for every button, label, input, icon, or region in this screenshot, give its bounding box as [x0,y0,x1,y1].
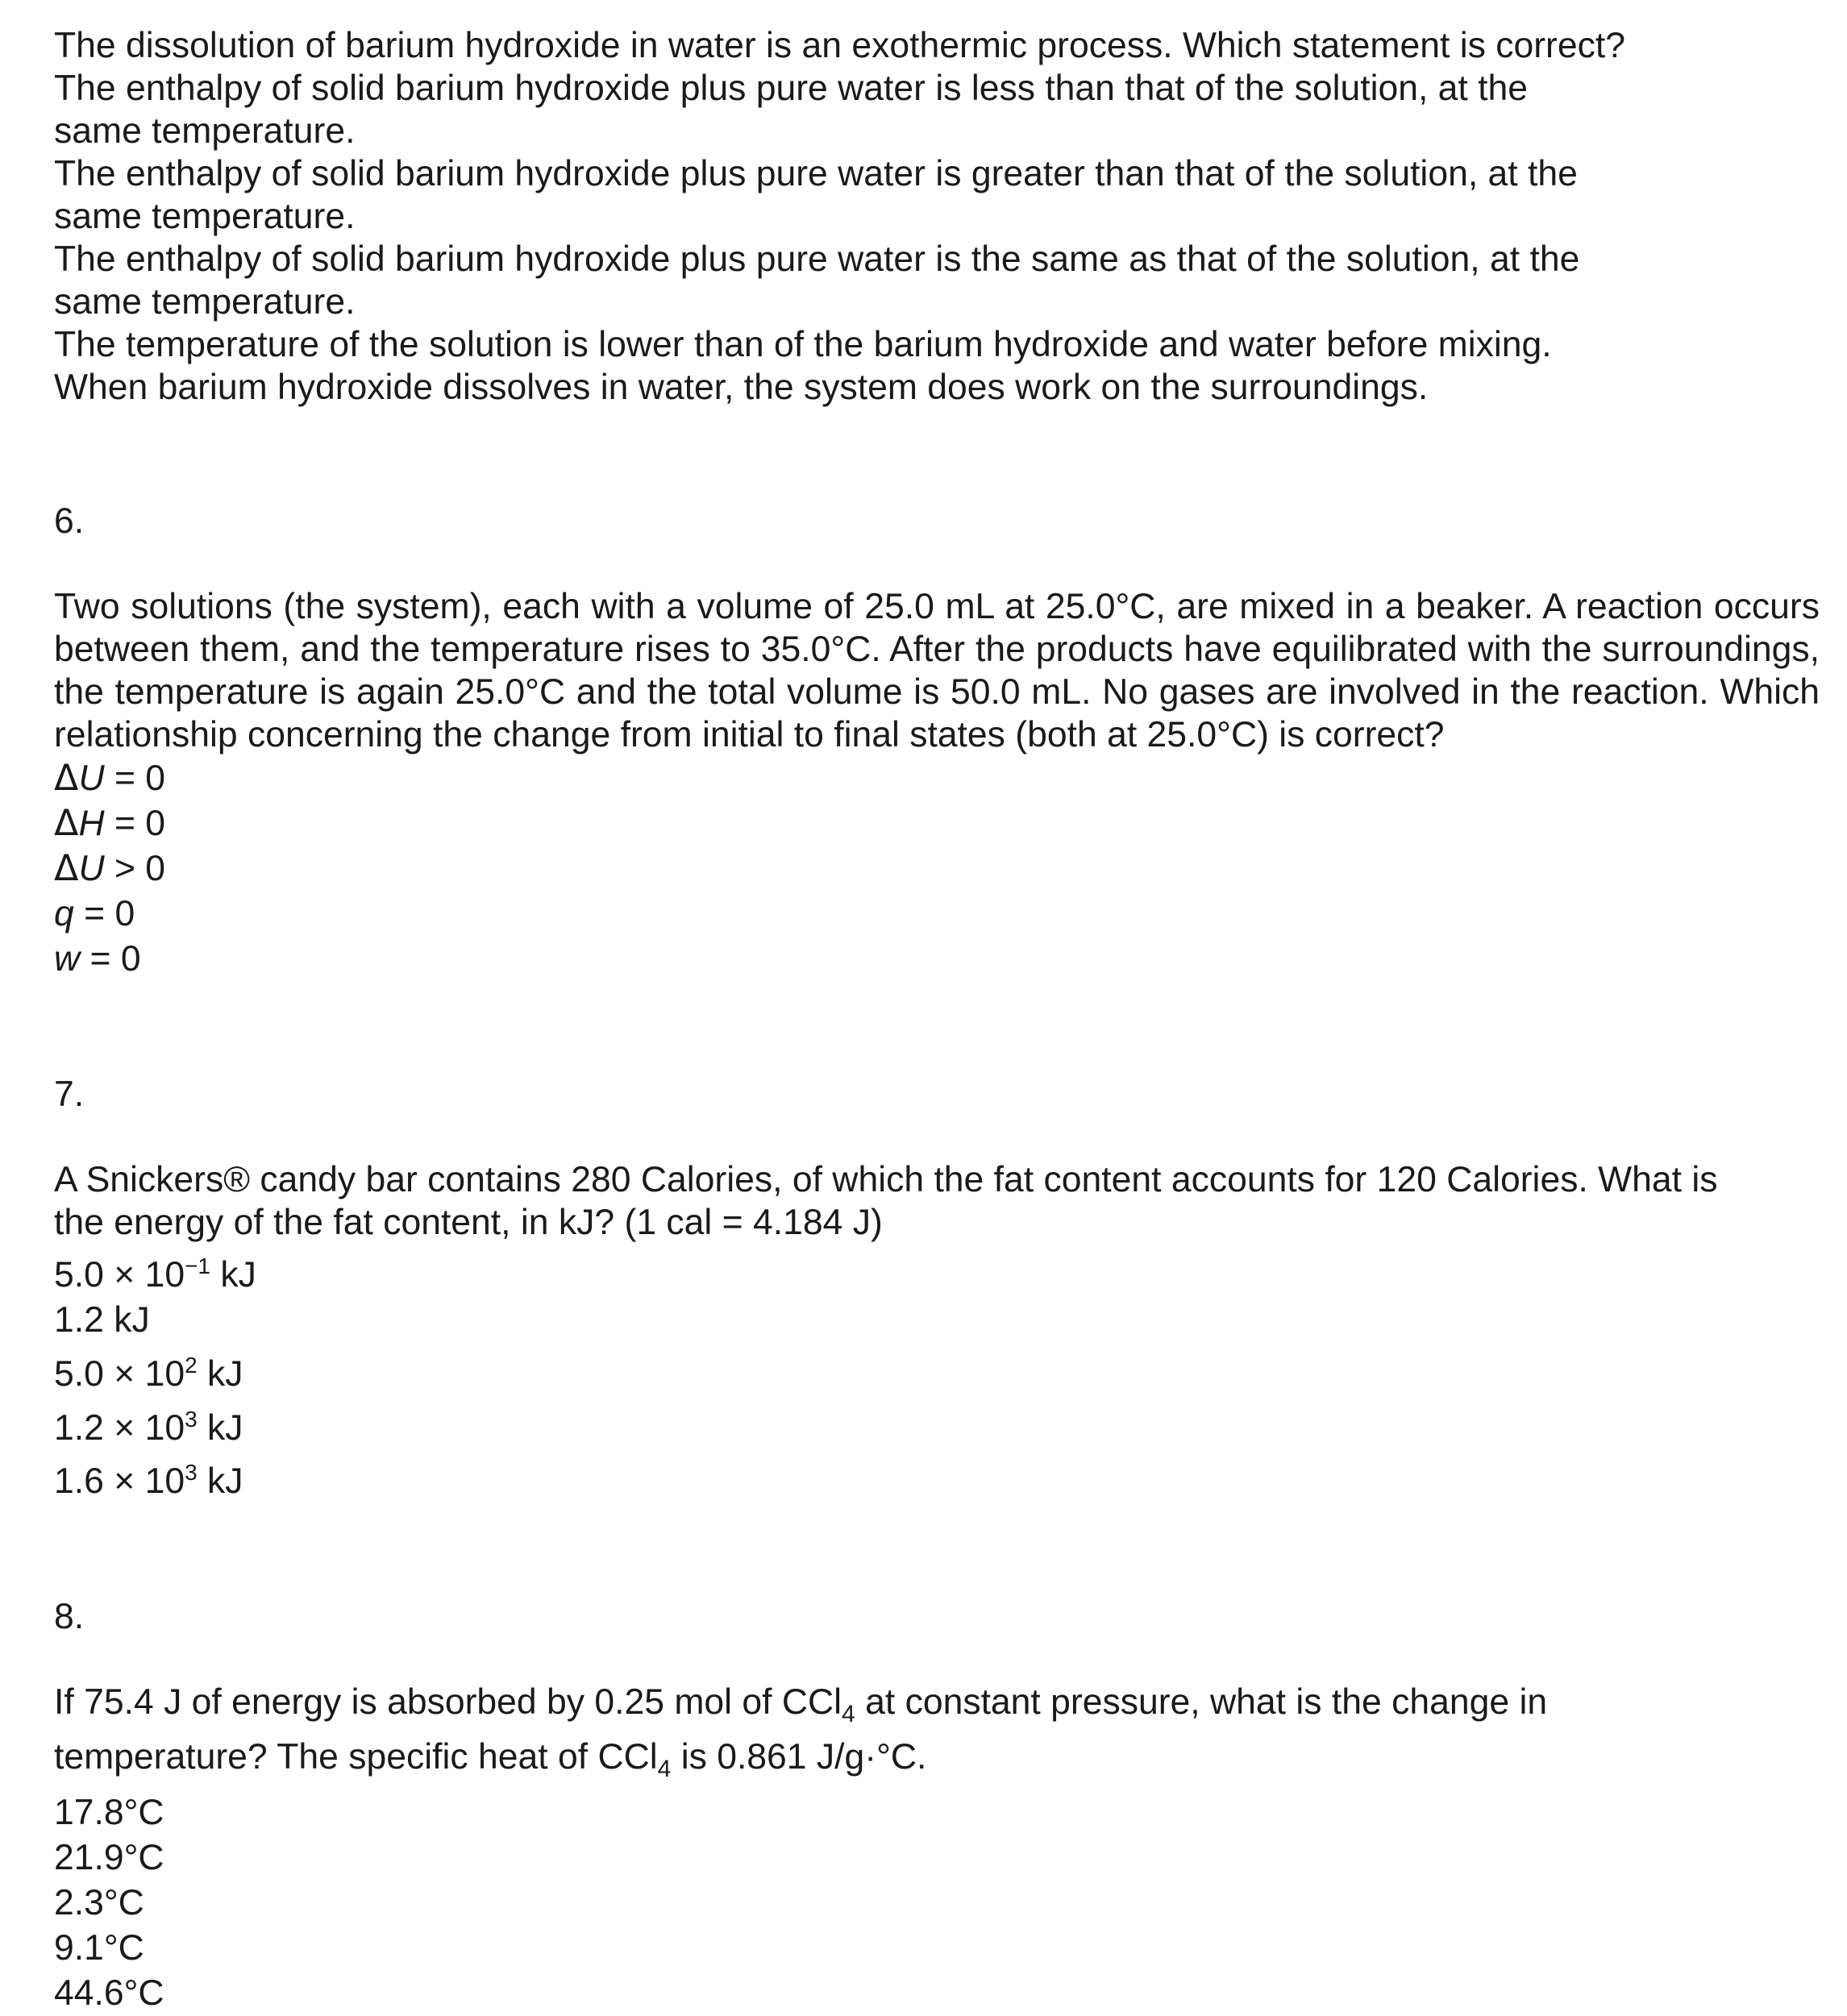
answer-option: 2.3°C [54,1883,144,1923]
answer-option: The temperature of the solution is lower than of the barium hydroxide and water before mixing. [54,325,1552,364]
answer-option: 9.1°C [54,1928,144,1968]
answer-option: $5.0 \times 10^2$ kJ [54,1352,243,1394]
question-number: 6. [54,501,85,541]
question-6 [54,500,1828,982]
answer-option: ΔU = 0 [54,758,166,799]
question-number: 7. [54,1075,85,1114]
answer-option: w = 0 [54,939,141,979]
question-stem: A Snickers® candy bar contains 280 Calories, of which the fat content accounts for 120 Calories. What is [54,1160,1718,1199]
question-8 [54,1595,1828,2016]
answer-option: 1.2 kJ [54,1299,150,1340]
question-7 [54,1073,1828,1504]
answer-option: When barium hydroxide dissolves in water, the system does work on the surroundings. [54,368,1429,407]
document-page [54,24,1828,2016]
answer-option: The enthalpy of solid barium hydroxide plus pure water is less than that of the solution, at the same temperature. [54,69,1529,151]
answer-option: q = 0 [54,894,135,933]
answer-option: $5.0 \times 10^{-1}$ kJ [54,1253,256,1295]
answer-option: 21.9°C [54,1838,164,1878]
answer-option: ΔU > 0 [54,848,166,889]
answer-option: $1.6 \times 10^3$ kJ [54,1460,243,1502]
question-stem: the energy of the fat content, in kJ? (1 cal = 4.184 J) [54,1203,883,1242]
answer-option: 17.8°C [54,1793,164,1833]
answer-option: 44.6°C [54,1973,164,2014]
question-stem: If 75.4 J of energy is absorbed by 0.25 mol of CCl$_4$ at constant pressure, what is the change in [54,1682,1548,1728]
question-number: 8. [54,1597,85,1637]
answer-option: The enthalpy of solid barium hydroxide plus pure water is greater than that of the solution, at the same temperature. [54,154,1578,236]
question-stem: The dissolution of barium hydroxide in water is an exothermic process. Which statement is correct? [54,26,1625,65]
question-stem: temperature? The specific heat of CCl$_4$ is 0.861 J/g·°C. [54,1737,927,1783]
question-5 [54,24,1828,409]
answer-option: The enthalpy of solid barium hydroxide plus pure water is the same as that of the solution, at the same temperature. [54,239,1580,322]
answer-option: ΔH = 0 [54,803,166,844]
answer-option: $1.2 \times 10^3$ kJ [54,1406,243,1448]
question-stem: Two solutions (the system), each with a volume of 25.0 mL at 25.0°C, are mixed in a beaker. A reaction occurs between them, and the temperature rises to 35.0°C. After the products have equilibrated with the surroundings, the temperature is again 25.0°C and the total volume is 50.0 mL. No gases are involved in the reaction. Which relationship concerning the change from initial to final states (both at 25.0°C) is correct? [54,587,1820,754]
